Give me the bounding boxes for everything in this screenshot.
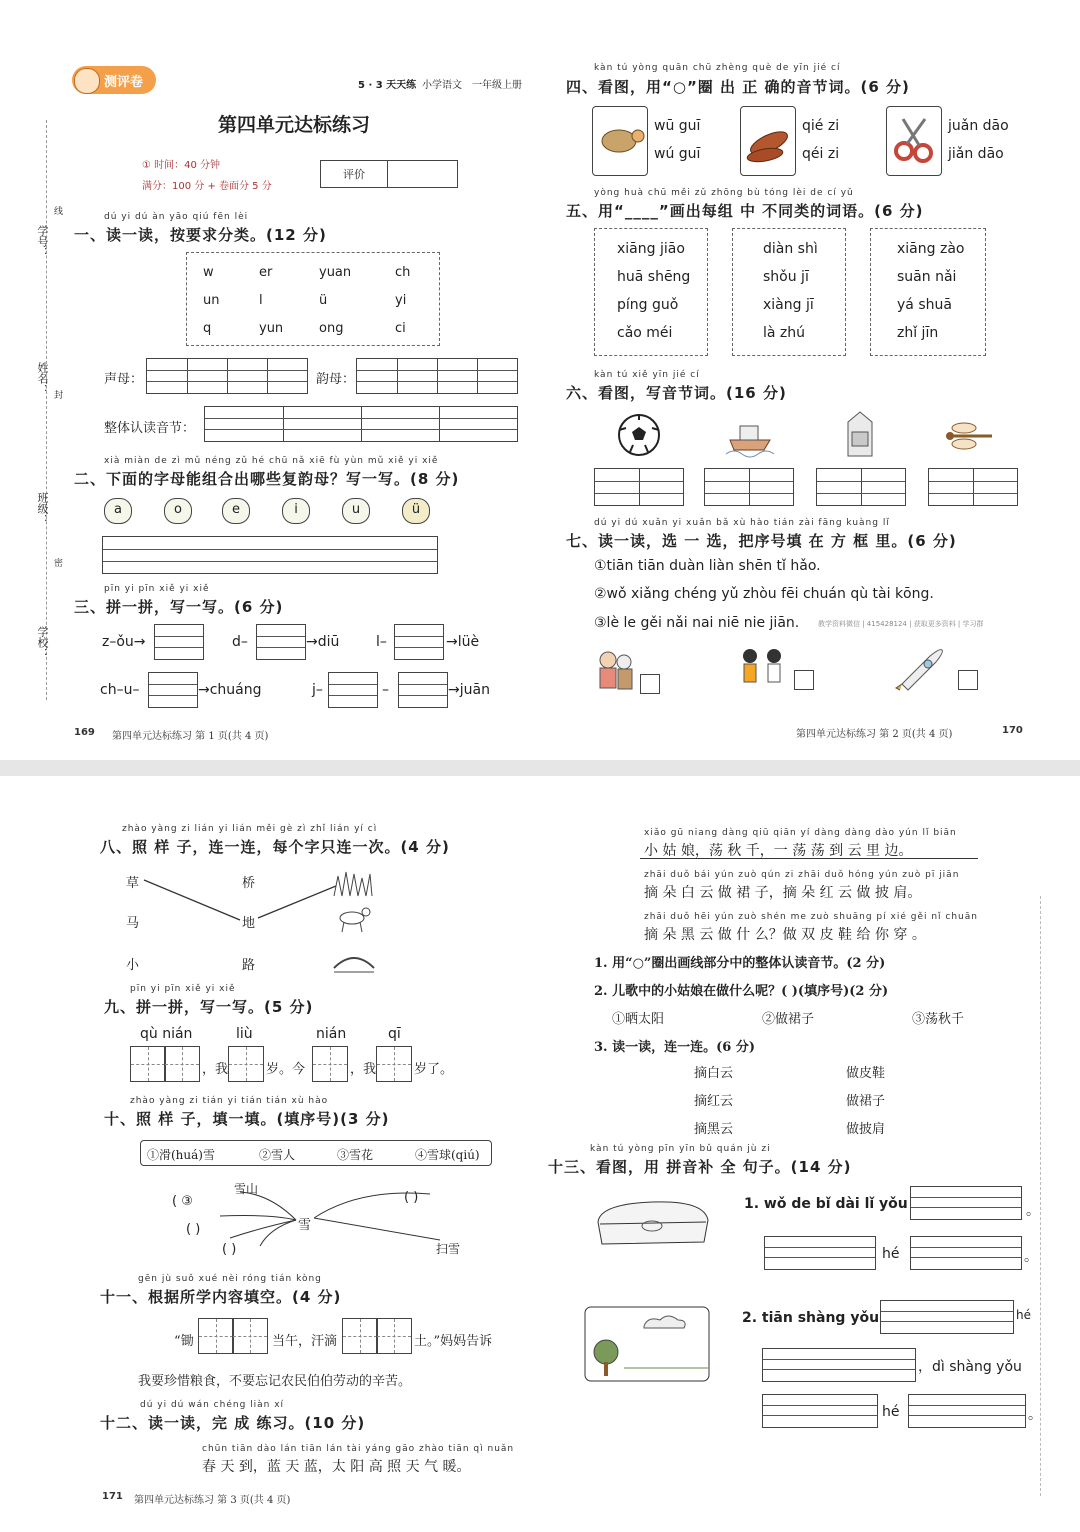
apple-icon: i <box>282 498 310 524</box>
ship-icon <box>724 410 776 458</box>
sky-ground-icon <box>584 1306 710 1382</box>
q2-title: 二、下面的字母能组合出哪些复韵母？写一写。(8 分) <box>74 470 460 488</box>
word[interactable]: xiāng zào <box>897 241 965 257</box>
q7-sentence-2: ②wǒ xiǎng chéng yǔ zhòu fēi chuán qù tài kōng. <box>594 586 934 602</box>
q13-sentence-1: 1. wǒ de bǐ dài lǐ yǒu <box>744 1196 908 1212</box>
q11-text-b: 当午，汗滴 <box>272 1334 338 1349</box>
evaluation-label: 评价 <box>343 168 365 181</box>
q8-title: 八、照 样 子，连一连，每个字只连一次。(4 分) <box>100 838 450 856</box>
letter: er <box>259 265 273 280</box>
poem-line: 摘 朵 白 云 做 裙 子，摘 朵 红 云 做 披 肩。 <box>644 885 922 901</box>
word[interactable]: huā shēng <box>617 269 691 285</box>
subject-label: 小学语文 <box>422 80 462 91</box>
q1-letter-box <box>186 252 440 346</box>
q9-py: liù <box>236 1026 253 1042</box>
q13-answer-line[interactable] <box>880 1300 1014 1334</box>
q10-option: ②雪人 <box>259 1148 296 1162</box>
poem-pinyin: zhāi duǒ hēi yún zuò shén me zuò shuāng pí xié gěi nǐ chuān <box>644 912 978 922</box>
letter: un <box>203 293 220 308</box>
q8-right-word[interactable]: 路 <box>242 958 256 973</box>
q13-title: 十三、看图，用 拼音补 全 句子。(14 分) <box>548 1158 852 1176</box>
tianzige-cell[interactable] <box>228 1046 264 1082</box>
q9-title: 九、拼一拼，写一写。(5 分) <box>104 998 314 1016</box>
q1-pinyin: dú yi dú àn yāo qiú fēn lèi <box>104 212 249 222</box>
binding-line <box>46 120 47 700</box>
q10-sample-paren: ( ③ <box>172 1194 193 1209</box>
q10-option: ④雪球(qiú) <box>415 1148 480 1162</box>
q11-title: 十一、根据所学内容填空。(4 分) <box>100 1288 342 1306</box>
letter: ch <box>395 265 411 280</box>
q5-group <box>732 228 846 356</box>
q8-left-word[interactable]: 马 <box>126 916 140 931</box>
q13-period: 。 <box>1028 1407 1042 1423</box>
tianzige-cell[interactable] <box>232 1318 268 1354</box>
q2-answer-lines[interactable] <box>102 536 438 574</box>
sheet-pages-169-170 <box>0 0 1080 760</box>
side-small-mi: 密 <box>54 559 64 569</box>
q4-opt[interactable]: qéi zi <box>802 146 840 162</box>
q8-pinyin: zhào yàng zi lián yi lián měi gè zì zhǐ lián yí cì <box>122 824 378 834</box>
score-info: 满分：100 分 + 卷面分 5 分 <box>142 181 272 192</box>
q10-option: ③雪花 <box>337 1148 374 1162</box>
footer-page-number: 169 <box>74 727 95 738</box>
tianzige-cell[interactable] <box>342 1318 378 1354</box>
q8-right-word[interactable]: 桥 <box>242 876 256 891</box>
q13-answer-line[interactable] <box>910 1186 1022 1220</box>
q12-task-2: 2. 儿歌中的小姑娘在做什么呢？( )(填序号)(2 分) <box>594 984 889 999</box>
side-label-school: 学校： <box>36 626 49 659</box>
eggplant-picture <box>740 106 796 176</box>
q10-top-word: 雪山 <box>234 1182 259 1196</box>
apple-icon: o <box>164 498 192 524</box>
q12-option[interactable]: ①晒太阳 <box>612 1012 665 1027</box>
q3-r2-c: j– <box>312 682 323 698</box>
yunmu-grid[interactable] <box>356 358 518 394</box>
q4-opt[interactable]: wú guī <box>654 146 701 162</box>
word[interactable]: xiāng jiāo <box>617 241 685 257</box>
grade-label: 一年级上册 <box>472 80 522 91</box>
apple-icon: ü <box>402 498 430 524</box>
letter: l <box>259 293 263 308</box>
q13-he: hé <box>1016 1308 1031 1322</box>
word[interactable]: xiàng jī <box>763 297 814 313</box>
poem-pinyin: zhāi duǒ bái yún zuò qún zi zhāi duǒ hóng yún zuò pī jiān <box>644 870 960 880</box>
q3-pinyin: pīn yi pīn xiě yi xiě <box>104 584 210 594</box>
footer-left: 第四单元达标练习 第 1 页(共 4 页) <box>112 731 269 742</box>
grandma-child-icon <box>592 648 640 696</box>
apple-row <box>104 498 424 526</box>
q13-sentence-2: 2. tiān shàng yǒu <box>742 1310 880 1326</box>
q5-title: 五、用“____”画出每组 中 不同类的词语。(6 分) <box>566 202 924 220</box>
word[interactable]: diàn shì <box>763 241 818 257</box>
zhengti-label: 整体认读音节： <box>104 421 196 436</box>
side-label-class: 班级： <box>36 492 49 525</box>
q6-title: 六、看图，写音节词。(16 分) <box>566 384 787 402</box>
horse-icon <box>334 904 374 934</box>
word[interactable]: zhǐ jīn <box>897 325 939 341</box>
letter: w <box>203 265 214 280</box>
sheet-pages-171-172 <box>0 776 1080 1532</box>
q12-title: 十二、读一读，完 成 练习。(10 分) <box>100 1414 366 1432</box>
q12-task-3: 3. 读一读，连一连。(6 分) <box>594 1040 755 1055</box>
q9-text: 岁。今 <box>266 1062 306 1077</box>
q7-sentence-3: ③lè le gěi nǎi nai niē nie jiān. <box>594 615 800 631</box>
q3-r2-a: ch–u– <box>100 682 140 698</box>
q3-grid[interactable] <box>328 672 378 708</box>
tianzige-cell[interactable] <box>198 1318 234 1354</box>
q11-pinyin: gēn jù suǒ xué nèi róng tián kòng <box>138 1274 322 1284</box>
watermark: 教学资料微信 | 415428124 | 获取更多资料 | 学习群 <box>818 620 984 628</box>
q6-grid[interactable] <box>816 468 906 506</box>
q12-right-item[interactable]: 做披肩 <box>846 1122 886 1137</box>
q7-answer-box[interactable] <box>794 670 814 690</box>
q13-dishang: ，dì shàng yǒu <box>918 1359 1022 1375</box>
q12-left-item[interactable]: 摘红云 <box>694 1094 734 1109</box>
q8-left-word[interactable]: 小 <box>126 958 140 973</box>
q10-connector-lines <box>200 1188 450 1258</box>
evaluation-box[interactable] <box>320 160 458 188</box>
soccer-ball-icon <box>616 412 662 458</box>
q3-grid[interactable] <box>398 672 448 708</box>
q13-answer-line[interactable] <box>762 1348 916 1382</box>
q13-pinyin: kàn tú yòng pīn yīn bǔ quán jù zi <box>590 1144 771 1154</box>
footer-page-number: 170 <box>1002 725 1023 736</box>
q7-pinyin: dú yi dú xuǎn yi xuǎn bǎ xù hào tián zài fāng kuàng lǐ <box>594 518 890 528</box>
q8-right-word[interactable]: 地 <box>242 916 256 931</box>
scissors-picture <box>886 106 942 176</box>
page-title: 第四单元达标练习 <box>218 114 371 136</box>
q13-he: hé <box>882 1246 900 1262</box>
tianzige-cell[interactable] <box>376 1046 412 1082</box>
q8-example-lines <box>140 872 340 932</box>
poem-line: 摘 朵 黑 云 做 什 么？做 双 皮 鞋 给 你 穿 。 <box>644 927 926 943</box>
side-label-name: 姓名： <box>36 362 49 395</box>
footer-left: 第四单元达标练习 第 3 页(共 4 页) <box>134 1495 291 1506</box>
q13-answer-line[interactable] <box>764 1236 876 1270</box>
binding-line <box>1040 896 1047 1496</box>
avatar-icon <box>74 68 100 94</box>
q12-option[interactable]: ②做裙子 <box>762 1012 815 1027</box>
q12-left-item[interactable]: 摘白云 <box>694 1066 734 1081</box>
q13-period: 。 <box>1024 1249 1038 1265</box>
q3-r1-a: z–ǒu→ <box>102 634 146 650</box>
q10-pinyin: zhào yàng zi tián yi tián tián xù hào <box>130 1096 329 1106</box>
q3-r2-b: →chuáng <box>198 682 262 698</box>
q3-grid[interactable] <box>148 672 198 708</box>
letter: yuan <box>319 265 352 280</box>
zhengti-grid[interactable] <box>204 406 518 442</box>
underline <box>640 858 978 859</box>
poem-line: 春 天 到，蓝 天 蓝，太 阳 高 照 天 气 暖。 <box>202 1459 471 1475</box>
q9-py: qī <box>388 1026 401 1042</box>
letter: q <box>203 321 212 336</box>
q10-options-box <box>140 1140 492 1166</box>
q13-comma: 。 <box>1026 1203 1040 1219</box>
badge-label: 测评卷 <box>104 75 144 90</box>
turtle-picture <box>592 106 648 176</box>
q4-opt[interactable]: juǎn dāo <box>948 118 1009 134</box>
q12-option[interactable]: ③荡秋千 <box>912 1012 965 1027</box>
word[interactable]: là zhú <box>763 325 806 341</box>
shengmu-grid[interactable] <box>146 358 308 394</box>
poem-line: 小 姑 娘，荡 秋 千，一 荡 荡 到 云 里 边。 <box>644 843 913 859</box>
letter: yi <box>395 293 407 308</box>
word[interactable]: píng guǒ <box>617 297 679 313</box>
q3-r1-b: d– <box>232 634 248 650</box>
letter: ong <box>319 321 344 336</box>
q3-r1-e: →lüè <box>446 634 480 650</box>
q9-pinyin: pīn yi pīn xiě yi xiě <box>130 984 236 994</box>
time-info: ① 时间：40 分钟 <box>142 160 221 171</box>
q3-grid[interactable] <box>154 624 204 660</box>
q3-r2-d: – <box>382 682 389 698</box>
q3-grid[interactable] <box>256 624 306 660</box>
q6-pinyin: kàn tú xiě yīn jié cí <box>594 370 700 380</box>
q13-answer-line[interactable] <box>908 1394 1026 1428</box>
q3-title: 三、拼一拼，写一写。(6 分) <box>74 598 284 616</box>
q9-text: 岁了。 <box>414 1062 454 1077</box>
word[interactable]: shǒu jī <box>763 269 809 285</box>
letter: ü <box>319 293 328 308</box>
q6-grid[interactable] <box>594 468 684 506</box>
q7-title: 七、读一读，选 一 选，把序号填 在 方 框 里。(6 分) <box>566 532 957 550</box>
q10-paren[interactable]: ( ) <box>404 1190 419 1205</box>
q5-group <box>870 228 986 356</box>
series-label: 5 · 3 天天练 <box>358 80 417 91</box>
yunmu-label: 韵母： <box>316 372 356 387</box>
q10-title: 十、照 样 子，填一填。(填序号)(3 分) <box>104 1110 390 1128</box>
q4-opt[interactable]: qié zi <box>802 118 840 134</box>
q7-sentence-1: ①tiān tiān duàn liàn shēn tǐ hǎo. <box>594 558 821 574</box>
q10-option: ①滑(huá)雪 <box>147 1148 215 1162</box>
word[interactable]: yá shuā <box>897 297 952 313</box>
q12-task-1: 1. 用“○”圈出画线部分中的整体认读音节。(2 分) <box>594 956 886 971</box>
q3-r1-d: l– <box>376 634 387 650</box>
q1-title: 一、读一读，按要求分类。(12 分) <box>74 226 327 244</box>
footer-right: 第四单元达标练习 第 2 页(共 4 页) <box>796 729 953 740</box>
apple-icon: e <box>222 498 250 524</box>
q12-pinyin: dú yi dú wán chéng liàn xí <box>140 1400 285 1410</box>
q12-right-item[interactable]: 做皮鞋 <box>846 1066 886 1081</box>
letter: yun <box>259 321 284 336</box>
children-exercise-icon <box>736 646 790 694</box>
q2-pinyin: xià miàn de zì mǔ néng zǔ hé chū nǎ xiē fù yùn mǔ xiě yi xiě <box>104 456 439 466</box>
q13-answer-line[interactable] <box>762 1394 878 1428</box>
letter: ci <box>395 321 406 336</box>
q4-title: 四、看图，用“○”圈 出 正 确的音节词。(6 分) <box>566 78 910 96</box>
q10-paren[interactable]: ( ) <box>186 1222 201 1237</box>
bridge-icon <box>332 944 376 976</box>
tianzige-cell[interactable] <box>164 1046 200 1082</box>
q7-answer-box[interactable] <box>640 674 660 694</box>
q9-text: ，我 <box>350 1062 377 1077</box>
tianzige-cell[interactable] <box>130 1046 166 1082</box>
apple-icon: u <box>342 498 370 524</box>
q3-r1-c: →diū <box>306 634 340 650</box>
rocket-icon <box>894 644 948 692</box>
q9-py: qù nián <box>140 1026 193 1042</box>
q10-center-word: 雪 <box>298 1218 312 1233</box>
q8-left-word[interactable]: 草 <box>126 876 140 891</box>
q6-grid[interactable] <box>928 468 1018 506</box>
poem-pinyin: chūn tiān dào lán tiān lán tài yáng gāo zhào tiān qì nuǎn <box>202 1444 515 1454</box>
q7-answer-box[interactable] <box>958 670 978 690</box>
shengmu-label: 声母： <box>104 372 144 387</box>
q9-py: nián <box>316 1026 347 1042</box>
q11-text-a: “锄 <box>174 1334 194 1349</box>
q13-he: hé <box>882 1404 900 1420</box>
q5-group <box>594 228 708 356</box>
q12-right-item[interactable]: 做裙子 <box>846 1094 886 1109</box>
tianzige-cell[interactable] <box>312 1046 348 1082</box>
q4-opt[interactable]: wū guī <box>654 118 701 134</box>
badge <box>72 66 156 94</box>
side-small-feng: 封 <box>54 391 64 401</box>
pencil-case-icon <box>592 1192 714 1250</box>
poem-pinyin: xiǎo gū niang dàng qiū qiān yí dàng dàng dào yún lǐ biān <box>644 828 957 838</box>
milk-carton-icon <box>840 408 880 460</box>
q4-pinyin: kàn tú yòng quān chū zhèng què de yīn jié cí <box>594 63 841 73</box>
q11-text-d: 我要珍惜粮食，不要忘记农民伯伯劳动的辛苦。 <box>138 1374 412 1389</box>
q6-grid[interactable] <box>704 468 794 506</box>
q12-left-item[interactable]: 摘黑云 <box>694 1122 734 1137</box>
q10-paren[interactable]: ( ) <box>222 1242 237 1257</box>
q5-pinyin: yòng huà chū měi zǔ zhōng bù tóng lèi de cí yǔ <box>594 188 854 198</box>
dragonfly-icon <box>942 416 998 452</box>
q10-right-word: 扫雪 <box>436 1242 461 1256</box>
sheet-divider <box>0 760 1080 776</box>
q9-text: ，我 <box>202 1062 229 1077</box>
grass-icon <box>330 868 376 900</box>
q11-text-c: 土。”妈妈告诉 <box>414 1334 493 1349</box>
q13-answer-line[interactable] <box>910 1236 1022 1270</box>
footer-page-number: 171 <box>102 1491 123 1502</box>
tianzige-cell[interactable] <box>376 1318 412 1354</box>
word[interactable]: suān nǎi <box>897 269 957 285</box>
side-small-xian: 线 <box>54 207 64 217</box>
q3-grid[interactable] <box>394 624 444 660</box>
q4-opt[interactable]: jiǎn dāo <box>948 146 1004 162</box>
side-label-student-id: 学号： <box>36 225 49 258</box>
word[interactable]: cǎo méi <box>617 325 673 341</box>
apple-icon: a <box>104 498 132 524</box>
q3-r2-e: →juān <box>448 682 490 698</box>
